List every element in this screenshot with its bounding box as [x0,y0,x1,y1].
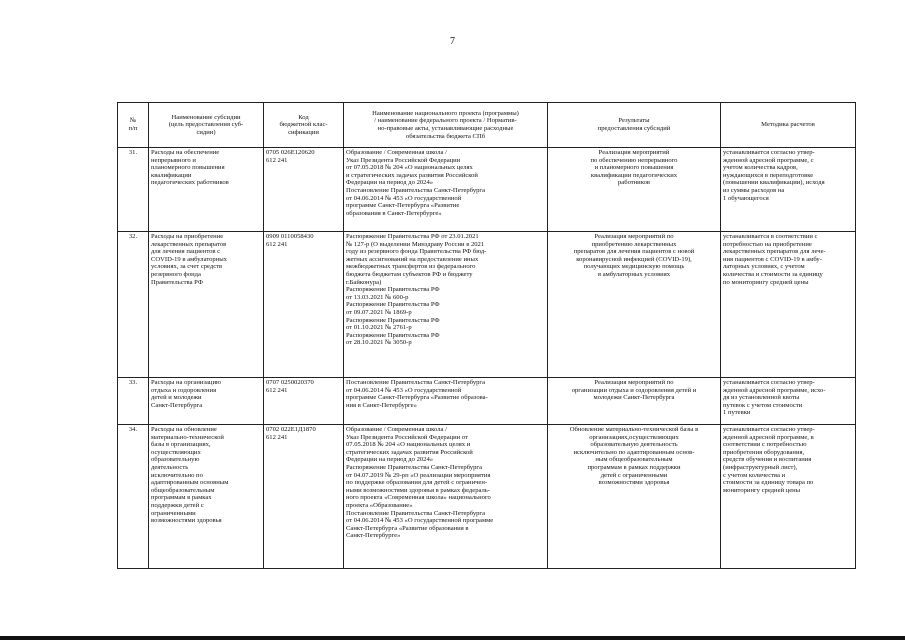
row-subsidy-name: Расходы на обеспечение непрерывного и планомерного повышения квалификации педагогических работников [149,148,264,232]
header-text: Результаты предоставления субсидий [597,117,671,132]
header-budget-code [264,103,344,148]
bottom-border [0,636,905,640]
header-text: Наименование национального проекта (программы) / наименование федерального проекта / Норматив- но-правовые акты, устанавливающие расходные обязательства бюджета СПб [372,109,519,140]
row-subsidy-name: Расходы на обновление материально-технической базы в организациях, осуществляющих образовательную деятельность исключительно по адаптированным основным общеобразовательным программам в рамках поддержки детей с ограниченными возможностями здоровья [149,425,264,569]
header-text: Методика расчетов [761,121,815,129]
header-text: Код бюджетной клас- сификации [279,113,328,136]
row-num: 34. [118,425,149,569]
row-subsidy-name: Расходы на организацию отдыха и оздоровления детей и молодежи Санкт-Петербурга [149,378,264,425]
header-methodology [721,103,856,148]
row-subsidy-name: Расходы на приобретение лекарственных препаратов для лечения пациентов с COVID-19 в амбулаторных условиях, за счет средств резервного фонда Правительства РФ [149,232,264,378]
row-results: Реализация мероприятий по организации отдыха и оздоровления детей и молодежи Санкт-Петербурга [548,378,721,425]
table-row [118,148,856,232]
header-national-project [344,103,548,148]
row-budget-code: 0707 0250020370 612 241 [264,378,344,425]
row-results: Реализация мероприятий по приобретению лекарственных препаратов для лечения пациентов с новой коронавирусной инфекцией (COVID-19), получающих медицинскую помощь в амбулаторных условиях [548,232,721,378]
page-number: 7 [450,36,455,47]
table-header-row [118,103,856,148]
header-num [118,103,149,148]
row-results: Реализация мероприятий по обеспечению непрерывного и планомерного повышения квалификации педагогических работников [548,148,721,232]
row-num: 31. [118,148,149,232]
row-budget-code: 0705 026Е120620 612 241 [264,148,344,232]
row-methodology: устанавливается согласно утвер- жденной адресной программе, исхо- дя из установленной квоты путевок с учетом стоимости 1 путевки [721,378,856,425]
row-methodology: устанавливается согласно утвер- жденной адресной программе, в соответствии с потребностью приобретения оборудования, средств обучения и воспитания (инфраструктурный лист), с учетом количества и стоимости за единицу товара по мониторингу средней цены [721,425,856,569]
row-national-project: Образование / Современная школа / Указ Президента Российской Федерации от 07.05.2018 № 204 «О национальных целях и стратегических задачах развития Российской Федерации на период до 2024» Постановление Правительства Санкт-Петербурга от 04.06.2014 № 453 «О государственной программе Санкт-Петербурга «Развитие образования в Санкт-Петербурге» [344,148,548,232]
row-national-project: Постановление Правительства Санкт-Петербурга от 04.06.2014 № 453 «О государственной программе Санкт-Петербурга «Развитие образова- ния в Санкт-Петербурге» [344,378,548,425]
row-national-project: Распоряжение Правительства РФ от 23.01.2021 № 127-р (О выделении Минздраву России в 2021 году из резервного фонда Правительства РФ бюд- жетных ассигнований на предоставление иных межбюджетных трансфертов из федерального бюджета бюджетам субъектов РФ и бюджету г.Байконура) Распоряжение Правительства РФ от 13.03.2021 № 600-р Распоряжение Правительства РФ от 09.07.2021 № 1869-р Распоряжение Правительства РФ от 01.10.2021 № 2761-р Распоряжение Правительства РФ от 28.10.2021 № 3050-р [344,232,548,378]
row-methodology: устанавливается в соответствии с потребностью на приобретение лекарственных препаратов для лече- ния пациентов с COVID-19 в амбу- латорных условиях, с учетом количества и стоимости за единицу по мониторингу средней цены [721,232,856,378]
row-budget-code: 0909 0110058430 612 241 [264,232,344,378]
header-subsidy-name [149,103,264,148]
subsidies-table [117,102,856,569]
header-text: № п/п [128,117,138,132]
row-num: 32. [118,232,149,378]
table-row [118,378,856,425]
row-num: 33. [118,378,149,425]
row-budget-code: 0702 022Е1Д1870 612 241 [264,425,344,569]
header-text: Наименование субсидии (цель предоставления суб- сидии) [168,113,244,136]
header-results [548,103,721,148]
row-national-project: Образование / Современная школа / Указ Президента Российской Федерации от 07.05.2018 № 204 «О национальных целях и стратегических задачах развития Российской Федерации на период до 2024» Распоряжение Правительства Санкт-Петербурга от 04.07.2019 № 29-рп «О реализации мероприятия по поддержке образования для детей с ограничен- ными возможностями здоровья в рамках федераль- ного проекта «Современная школа» национального проекта «Образование» Постановление Правительства Санкт-Петербурга от 04.06.2014 № 453 «О государственной программе Санкт-Петербурга «Развитие образования в Санкт-Петербурге» [344,425,548,569]
table-row [118,232,856,378]
row-results: Обновление материально-технической базы в организациях,осуществляющих образовательную деятельность исключительно по адаптированным основ- ным общеобразовательным программам в рамках поддержки детей с ограниченными возможностями здоровья [548,425,721,569]
row-methodology: устанавливается согласно утвер- жденной адресной программе, с учетом количества кадров, нуждающихся в переподготовке (повышении квалификации), исходя из суммы расходов на 1 обучающегося [721,148,856,232]
table-row [118,425,856,569]
